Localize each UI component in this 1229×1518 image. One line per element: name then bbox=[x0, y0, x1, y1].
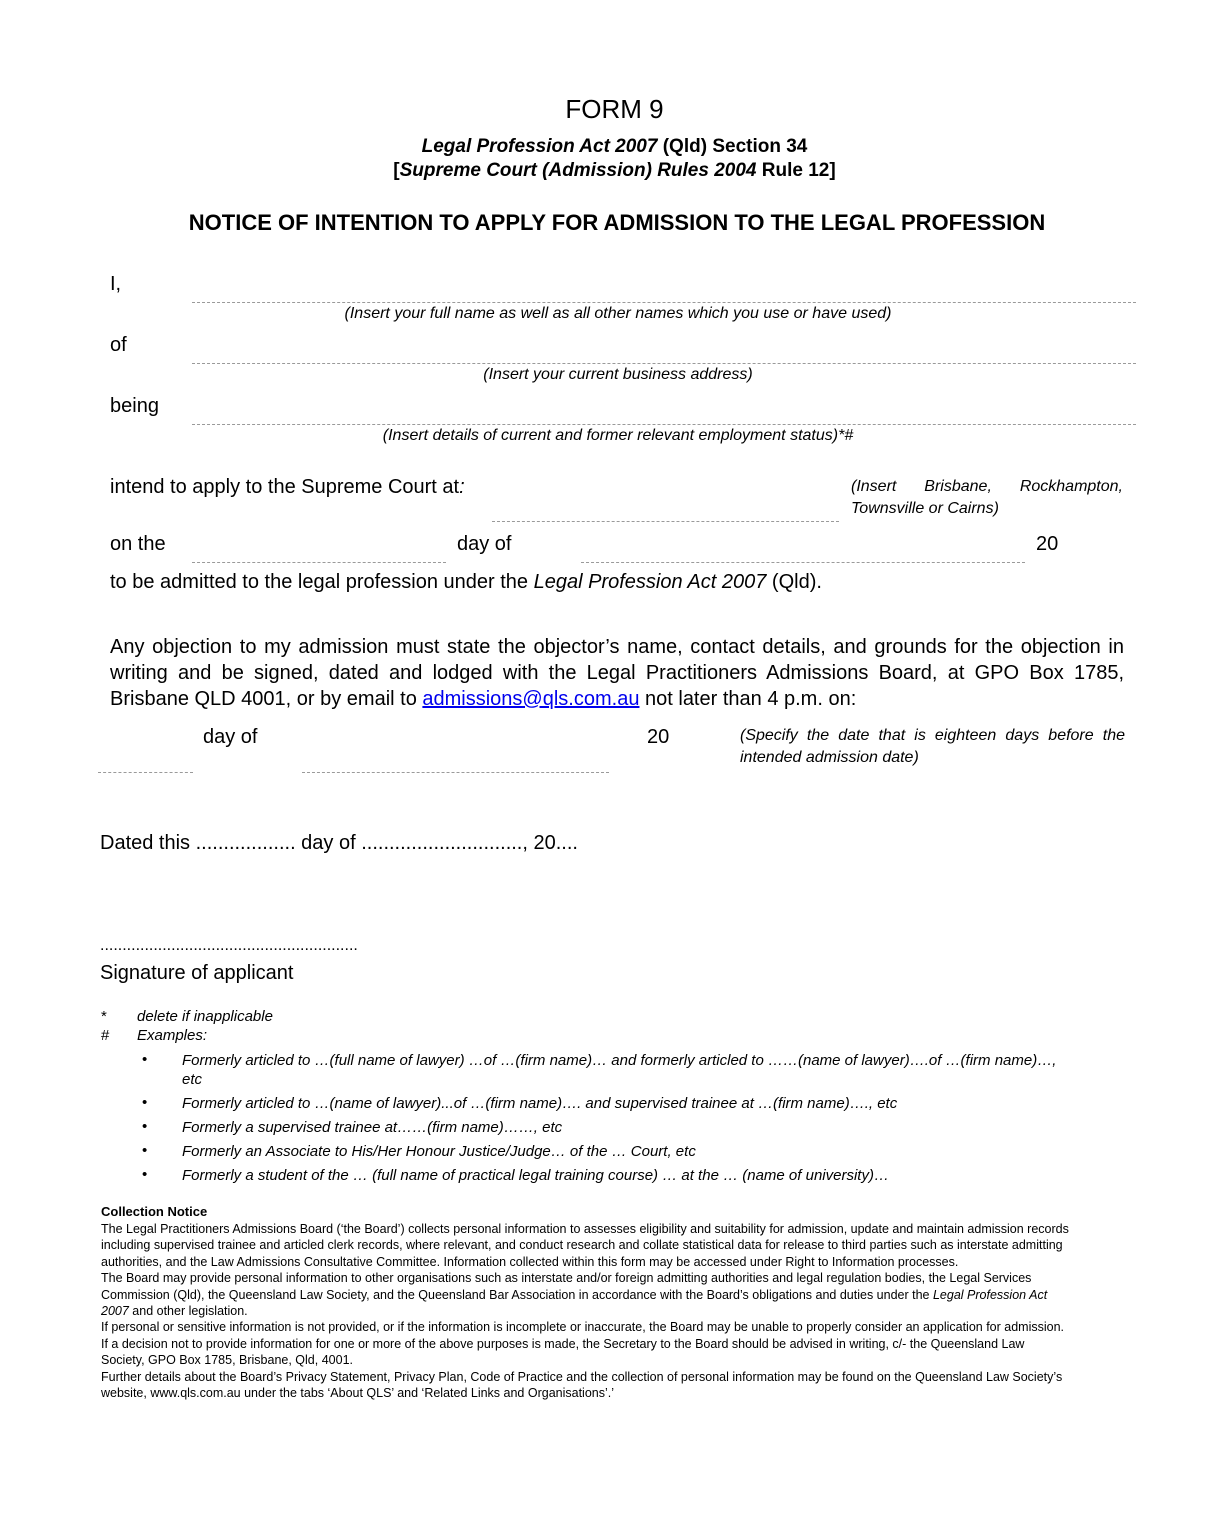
objection-email-link[interactable]: admissions@qls.com.au bbox=[422, 688, 640, 710]
deadline-hint: (Specify the date that is eighteen days before the intended admission date) bbox=[740, 727, 1125, 766]
address-label: of bbox=[110, 334, 127, 356]
on-the-label: on the bbox=[110, 533, 166, 555]
act-name: Legal Profession Act 2007 bbox=[421, 136, 658, 157]
address-hint: (Insert your current business address) bbox=[483, 366, 753, 383]
employment-label: being bbox=[110, 395, 159, 417]
court-hint: (Insert Brisbane, Rockhampton, Townsville or Cairns) bbox=[851, 478, 1123, 517]
example-item: Formerly articled to …(full name of lawyer) …of …(firm name)… and formerly articled to ……(name of lawyer)….of …(firm name)…, etc bbox=[182, 1052, 1057, 1088]
collection-notice-paragraph bbox=[101, 1270, 1071, 1319]
admitted-act-name: Legal Profession Act 2007 bbox=[533, 571, 767, 593]
day-underline bbox=[192, 562, 446, 563]
bullet-icon: • bbox=[142, 1094, 148, 1111]
signature-dots: .......................................................... bbox=[100, 937, 358, 954]
act-section: (Qld) Section 34 bbox=[657, 136, 808, 157]
collection-notice-act-name: Legal Profession Act 2007 bbox=[101, 1287, 1048, 1319]
name-input[interactable] bbox=[192, 282, 1136, 302]
collection-notice-heading: Collection Notice bbox=[101, 1204, 208, 1219]
deadline-month-underline bbox=[302, 772, 609, 773]
collection-notice-p2-text: The Board may provide personal information to other organisations such as interstate and/or foreign admitting authorities and legal regulation bodies, the Legal Services Commission (Qld), the Queensland Law Society, and the Queensland Bar Association in accordance with the Board’s obligations and duties under the bbox=[101, 1271, 1032, 1302]
collection-notice-paragraph: Further details about the Board’s Privacy Statement, Privacy Plan, Code of Practice and the collection of personal information may be found on the Queensland Law Society’s website, www.qls.com.au under the tabs ‘About QLS’ and ‘Related Links and Organisations’.’ bbox=[101, 1369, 1063, 1401]
bullet-icon: • bbox=[142, 1142, 148, 1159]
example-item: Formerly an Associate to His/Her Honour Justice/Judge… of the … Court, etc bbox=[182, 1143, 696, 1160]
employment-hint: (Insert details of current and former relevant employment status)*# bbox=[382, 427, 854, 444]
day-input[interactable] bbox=[192, 541, 446, 561]
deadline-day-underline bbox=[98, 772, 193, 773]
court-input[interactable] bbox=[492, 500, 839, 520]
bullet-icon: • bbox=[142, 1166, 148, 1183]
address-underline bbox=[192, 363, 1136, 364]
bullet-icon: • bbox=[142, 1118, 148, 1135]
year-prefix: 20 bbox=[1036, 533, 1059, 555]
example-item: Formerly articled to …(name of lawyer)...of …(firm name)…. and supervised trainee at …(firm name)…., etc bbox=[182, 1095, 898, 1112]
collection-notice-p2-end: and other legislation. bbox=[128, 1304, 248, 1319]
footnote-hash-mark: # bbox=[101, 1027, 110, 1044]
admitted-statement bbox=[110, 571, 822, 594]
footnote-star-text: delete if inapplicable bbox=[137, 1008, 273, 1025]
employment-underline bbox=[192, 424, 1136, 425]
footnote-star-mark: * bbox=[101, 1008, 107, 1025]
collection-notice-paragraph: The Legal Practitioners Admissions Board (‘the Board’) collects personal information to assesses eligibility and suitability for admission, update and maintain admission records including supervised trainee and articled clerk records, where relevant, and conduct research and collate statistical data for release to third parties such as interstate admitting authorities, and the Law Admissions Consultative Committee. Information collected within this form may be accessed under Right to Information processes. bbox=[101, 1222, 1069, 1269]
address-input[interactable] bbox=[192, 343, 1136, 363]
rules-name: Supreme Court (Admission) Rules 2004 bbox=[399, 160, 757, 181]
employment-input[interactable] bbox=[192, 404, 1136, 424]
court-label-colon: : bbox=[459, 476, 465, 498]
objection-paragraph bbox=[110, 634, 1124, 712]
example-item: Formerly a student of the … (full name of practical legal training course) … at the … (name of university)… bbox=[182, 1167, 889, 1184]
rules-open-bracket: [ bbox=[393, 160, 400, 181]
court-underline bbox=[492, 521, 839, 522]
deadline-year-prefix: 20 bbox=[647, 726, 670, 748]
rules-reference bbox=[0, 160, 1229, 182]
act-reference bbox=[0, 136, 1229, 158]
day-of-label: day of bbox=[457, 533, 512, 555]
signature-label: Signature of applicant bbox=[100, 962, 294, 984]
form-number: FORM 9 bbox=[565, 94, 664, 124]
deadline-day-of-label: day of bbox=[203, 726, 258, 748]
name-underline bbox=[192, 302, 1136, 303]
admitted-jurisdiction: (Qld). bbox=[766, 571, 822, 593]
month-input[interactable] bbox=[581, 541, 1025, 561]
deadline-month-input[interactable] bbox=[302, 752, 609, 772]
collection-notice-paragraph: If personal or sensitive information is not provided, or if the information is incomplete or inaccurate, the Board may be unable to properly consider an application for admission. If a decision not to provide information for one or more of the above purposes is made, the Secretary to the Board should be advised in writing, c/- the Queensland Law Society, GPO Box 1785, Brisbane, Qld, 4001. bbox=[101, 1320, 1065, 1368]
form-title: NOTICE OF INTENTION TO APPLY FOR ADMISSION TO THE LEGAL PROFESSION bbox=[188, 210, 1046, 235]
deadline-day-input[interactable] bbox=[98, 752, 193, 772]
example-item: Formerly a supervised trainee at……(firm name)……, etc bbox=[182, 1119, 563, 1136]
bullet-icon: • bbox=[142, 1051, 148, 1068]
objection-deadline-text: not later than 4 p.m. on: bbox=[639, 688, 857, 710]
rules-number: Rule 12] bbox=[756, 160, 836, 181]
dated-line: Dated this .................. day of ............................., 20.... bbox=[100, 832, 578, 854]
name-label: I, bbox=[110, 273, 122, 295]
month-underline bbox=[581, 562, 1025, 563]
court-label-text: intend to apply to the Supreme Court at bbox=[110, 476, 460, 498]
footnote-hash-text: Examples: bbox=[137, 1027, 208, 1044]
name-hint: (Insert your full name as well as all other names which you use or have used) bbox=[344, 305, 892, 322]
objection-text: Any objection to my admission must state the objector’s name, contact details, and grounds for the objection in writing and be signed, dated and lodged with the Legal Practitioners Admissions Board, at GPO Box 1785, Brisbane QLD 4001, or by email to bbox=[110, 636, 1124, 710]
court-label bbox=[110, 476, 465, 499]
admitted-text: to be admitted to the legal profession under the bbox=[110, 571, 534, 593]
collection-notice-body bbox=[101, 1221, 1071, 1401]
